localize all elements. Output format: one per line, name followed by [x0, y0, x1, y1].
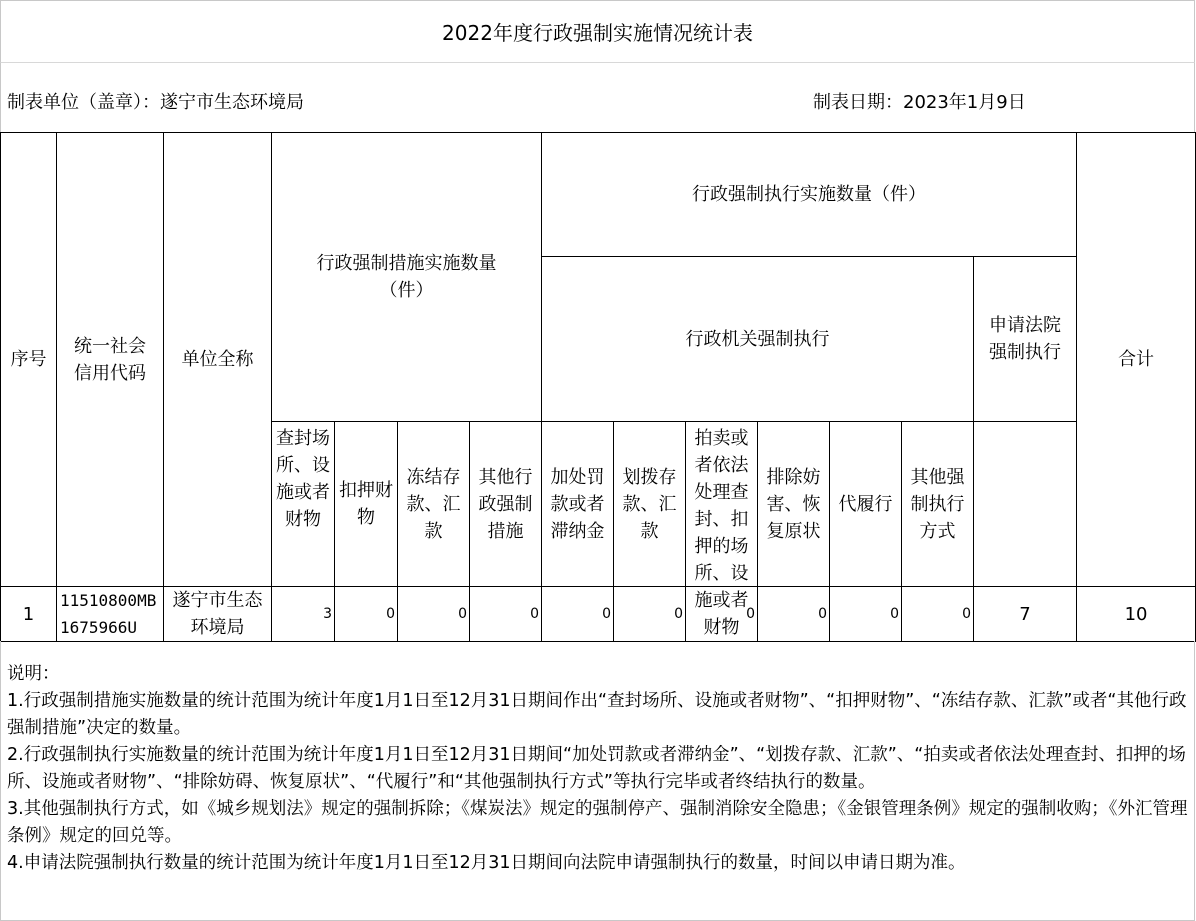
header-exec-transfer: 划拨存款、汇款: [614, 422, 686, 587]
report-date: 制表日期：2023年1月9日: [813, 92, 1026, 113]
header-exec-auction: [686, 422, 758, 638]
cell-measure-seal: 3: [272, 587, 335, 642]
statistics-table: [0, 132, 1196, 642]
cell-unit-name: 遂宁市生态环境局: [164, 587, 272, 642]
header-court-exec-sub: [974, 422, 1077, 587]
header-execution-group: 行政强制执行实施数量（件）: [542, 133, 1077, 257]
header-credit-code: [57, 133, 164, 587]
header-admin-exec: 行政机关强制执行: [542, 257, 974, 422]
notes-section: [0, 641, 1195, 921]
header-seq: 序号: [1, 133, 57, 587]
cell-exec-remove: 0: [758, 587, 830, 642]
cell-court-exec: 7: [974, 587, 1077, 642]
header-exec-fine: 加处罚款或者滞纳金: [542, 422, 614, 587]
header-unit-name: 单位全称: [164, 133, 272, 587]
cell-measure-other: 0: [470, 587, 542, 642]
note-item: 4.申请法院强制执行数量的统计范围为统计年度1月1日至12月31日期间向法院申请强制执行的数量，时间以申请日期为准。: [7, 853, 966, 873]
info-row: [0, 62, 1195, 132]
header-measures-group-label: 行政强制措施实施数量（件）: [316, 253, 497, 301]
header-total: 合计: [1077, 133, 1196, 587]
header-credit-code-label: 统一社会信用代码: [74, 335, 146, 384]
header-measure-freeze: 冻结存款、汇款: [398, 422, 470, 587]
cell-measure-freeze: 0: [398, 587, 470, 642]
note-item: 3.其他强制执行方式，如《城乡规划法》规定的强制拆除；《煤炭法》规定的强制停产、强制消除安全隐患；《金银管理条例》规定的强制收购；《外汇管理条例》规定的回兑等。: [7, 799, 1188, 846]
header-exec-remove: 排除妨害、恢复原状: [758, 422, 830, 587]
notes-heading: 说明：: [7, 664, 60, 684]
table-title: 2022年度行政强制实施情况统计表: [0, 0, 1195, 62]
note-item: 1.行政强制措施实施数量的统计范围为统计年度1月1日至12月31日期间作出“查封场所、设施或者财物”、“扣押财物”、“冻结存款、汇款”或者“其他行政强制措施”决定的数量。: [7, 691, 1187, 738]
note-item: 2.行政强制执行实施数量的统计范围为统计年度1月1日至12月31日期间“加处罚款或者滞纳金”、“划拨存款、汇款”、“拍卖或者依法处理查封、扣押的场所、设施或者财物”、“排除妨碍、恢复原状”、“代履行”和“其他强制执行方式”等执行完毕或者终结执行的数量。: [7, 745, 1186, 792]
cell-measure-seize: 0: [335, 587, 398, 642]
cell-exec-transfer: 0: [614, 587, 686, 642]
cell-credit-code: 11510800MB1675966U: [57, 587, 164, 642]
header-exec-other: 其他强制执行方式: [902, 422, 974, 587]
header-exec-substitute: 代履行: [830, 422, 902, 587]
reporting-unit: 制表单位（盖章）：遂宁市生态环境局: [7, 92, 304, 113]
header-court-exec: [974, 257, 1077, 422]
cell-seq: 1: [1, 587, 57, 642]
header-exec-auction-label: 拍卖或者依法处理查封、扣押的场所、设施或者财物: [694, 428, 749, 638]
header-measure-other: 其他行政强制措施: [470, 422, 542, 587]
cell-exec-substitute: 0: [830, 587, 902, 642]
header-measure-seal-label: 查封场所、设施或者财物: [276, 428, 330, 530]
header-measure-seal: [272, 422, 335, 587]
header-measures-group: [272, 133, 542, 422]
cell-exec-auction: 0: [686, 587, 758, 642]
cell-exec-other: 0: [902, 587, 974, 642]
header-measure-seize: 扣押财物: [335, 422, 398, 587]
cell-total: 10: [1077, 587, 1196, 642]
cell-exec-fine: 0: [542, 587, 614, 642]
table-row: [1, 587, 1196, 642]
header-court-exec-label: 申请法院强制执行: [989, 315, 1062, 363]
